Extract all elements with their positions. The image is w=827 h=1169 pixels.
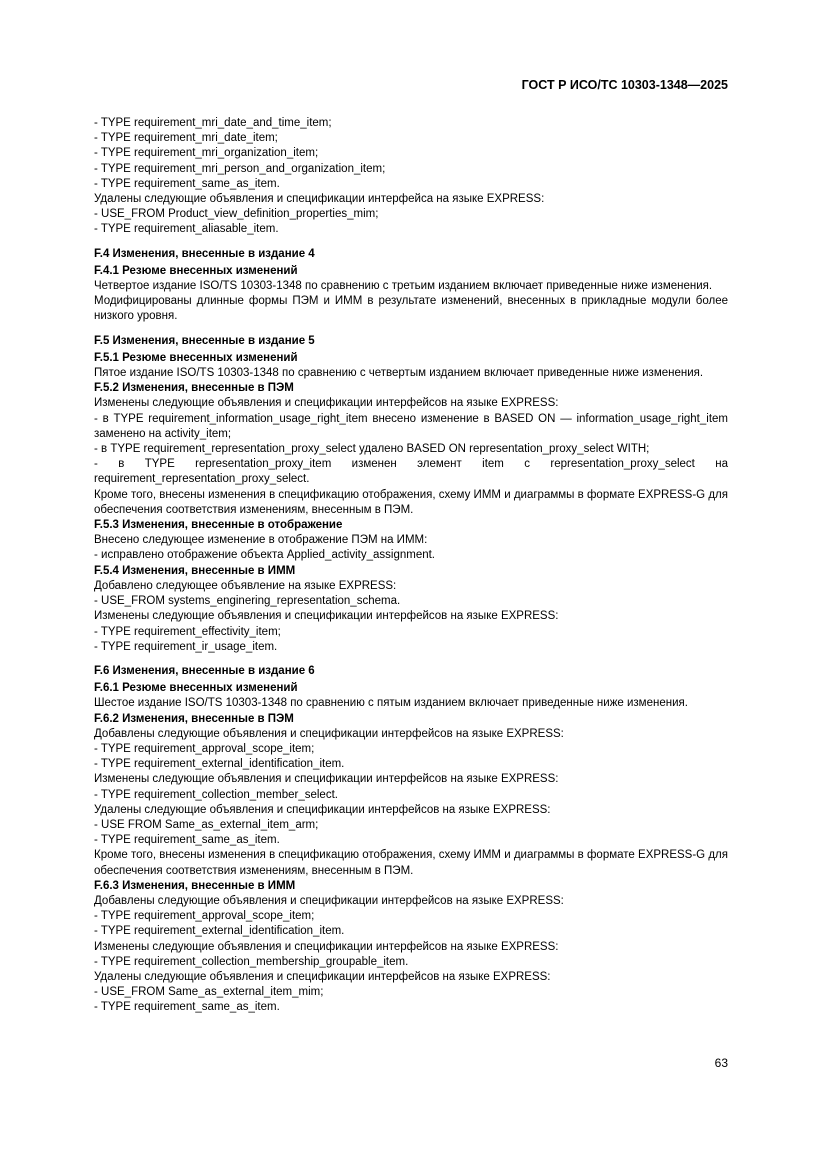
section-heading-f5: F.5 Изменения, внесенные в издание 5 — [94, 334, 315, 347]
paragraph: Удалены следующие объявления и спецификации интерфейсов на языке EXPRESS: — [94, 970, 551, 983]
section-heading-f4: F.4 Изменения, внесенные в издание 4 — [94, 247, 315, 260]
list-item: - TYPE requirement_same_as_item. — [94, 1001, 280, 1014]
section-heading-f6: F.6 Изменения, внесенные в издание 6 — [94, 664, 315, 677]
list-item: - USE_FROM Same_as_external_item_mim; — [94, 986, 324, 999]
list-item: - USE FROM Same_as_external_item_arm; — [94, 818, 319, 831]
list-item: - USE_FROM systems_enginering_representation_schema. — [94, 595, 401, 608]
list-item: - в TYPE representation_proxy_item изменен элемент item с representation_proxy_select на requirement_representation_proxy_select. — [94, 458, 728, 486]
paragraph: Добавлено следующее объявление на языке EXPRESS: — [94, 579, 397, 592]
paragraph: Кроме того, внесены изменения в спецификацию отображения, схему ИММ и диаграммы в формате EXPRESS-G для обеспечения соответствия изменениям, внесенным в ПЭМ. — [94, 849, 728, 877]
paragraph: Кроме того, внесены изменения в спецификацию отображения, схему ИММ и диаграммы в формате EXPRESS-G для обеспечения соответствия изменениям, внесенным в ПЭМ. — [94, 488, 728, 516]
subsection-heading-f5-4: F.5.4 Изменения, внесенные в ИММ — [94, 564, 296, 577]
page-number: 63 — [714, 1056, 728, 1070]
list-item: - TYPE requirement_effectivity_item; — [94, 625, 281, 638]
paragraph: Изменены следующие объявления и спецификации интерфейсов на языке EXPRESS: — [94, 940, 559, 953]
paragraph: Пятое издание ISO/TS 10303-1348 по сравнению с четвертым изданием включает приведенные ниже изменения. — [94, 367, 704, 380]
list-item: - USE_FROM Product_view_definition_properties_mim; — [94, 208, 379, 221]
subsection-heading-f4-1: F.4.1 Резюме внесенных изменений — [94, 264, 298, 277]
paragraph: Добавлены следующие объявления и спецификации интерфейсов на языке EXPRESS: — [94, 894, 564, 907]
list-item: - TYPE requirement_ir_usage_item. — [94, 640, 278, 653]
paragraph: Внесено следующее изменение в отображение ПЭМ на ИММ: — [94, 534, 428, 547]
list-item: - TYPE requirement_mri_date_item; — [94, 132, 278, 145]
subsection-heading-f5-1: F.5.1 Резюме внесенных изменений — [94, 351, 298, 364]
paragraph: Изменены следующие объявления и спецификации интерфейсов на языке EXPRESS: — [94, 397, 559, 410]
paragraph: Добавлены следующие объявления и спецификации интерфейсов на языке EXPRESS: — [94, 727, 564, 740]
list-item: - TYPE requirement_mri_date_and_time_item; — [94, 117, 332, 129]
list-item: - TYPE requirement_aliasable_item. — [94, 223, 279, 236]
list-item: - TYPE requirement_approval_scope_item; — [94, 910, 315, 923]
subsection-heading-f6-1: F.6.1 Резюме внесенных изменений — [94, 682, 298, 695]
list-item: - исправлено отображение объекта Applied_activity_assignment. — [94, 549, 435, 562]
subsection-heading-f5-2: F.5.2 Изменения, внесенные в ПЭМ — [94, 382, 294, 395]
paragraph: Удалены следующие объявления и спецификации интерфейсов на языке EXPRESS: — [94, 803, 551, 816]
list-item: - TYPE requirement_same_as_item. — [94, 834, 280, 847]
list-item: - TYPE requirement_external_identification_item. — [94, 925, 345, 938]
subsection-heading-f6-2: F.6.2 Изменения, внесенные в ПЭМ — [94, 712, 294, 725]
paragraph: Четвертое издание ISO/TS 10303-1348 по сравнению с третьим изданием включает приведенные ниже изменения. — [94, 280, 713, 293]
list-item: - TYPE requirement_collection_membership_groupable_item. — [94, 955, 409, 968]
paragraph: Удалены следующие объявления и спецификации интерфейса на языке EXPRESS: — [94, 193, 545, 206]
document-body — [94, 116, 728, 1016]
paragraph: Изменены следующие объявления и спецификации интерфейсов на языке EXPRESS: — [94, 773, 559, 786]
list-item: - TYPE requirement_approval_scope_item; — [94, 742, 315, 755]
paragraph: Модифицированы длинные формы ПЭМ и ИММ в результате изменений, внесенных в прикладные модули более низкого уровня. — [94, 295, 728, 323]
list-item: - TYPE requirement_external_identification_item. — [94, 758, 345, 771]
list-item: - TYPE requirement_collection_member_select. — [94, 788, 338, 801]
list-item: - в TYPE requirement_representation_proxy_select удалено BASED ON representation_proxy_select WITH; — [94, 443, 650, 456]
subsection-heading-f5-3: F.5.3 Изменения, внесенные в отображение — [94, 519, 343, 532]
list-item: - в TYPE requirement_information_usage_right_item внесено изменение в BASED ON — information_usage_right_item заменено на activity_item; — [94, 412, 728, 440]
list-item: - TYPE requirement_mri_organization_item; — [94, 147, 319, 160]
list-item: - TYPE requirement_mri_person_and_organization_item; — [94, 162, 386, 175]
list-item: - TYPE requirement_same_as_item. — [94, 177, 280, 190]
paragraph: Изменены следующие объявления и спецификации интерфейсов на языке EXPRESS: — [94, 610, 559, 623]
paragraph: Шестое издание ISO/TS 10303-1348 по сравнению с пятым изданием включает приведенные ниже изменения. — [94, 697, 688, 710]
subsection-heading-f6-3: F.6.3 Изменения, внесенные в ИММ — [94, 879, 296, 892]
document-code-header: ГОСТ Р ИСО/ТС 10303-1348—2025 — [521, 78, 728, 92]
